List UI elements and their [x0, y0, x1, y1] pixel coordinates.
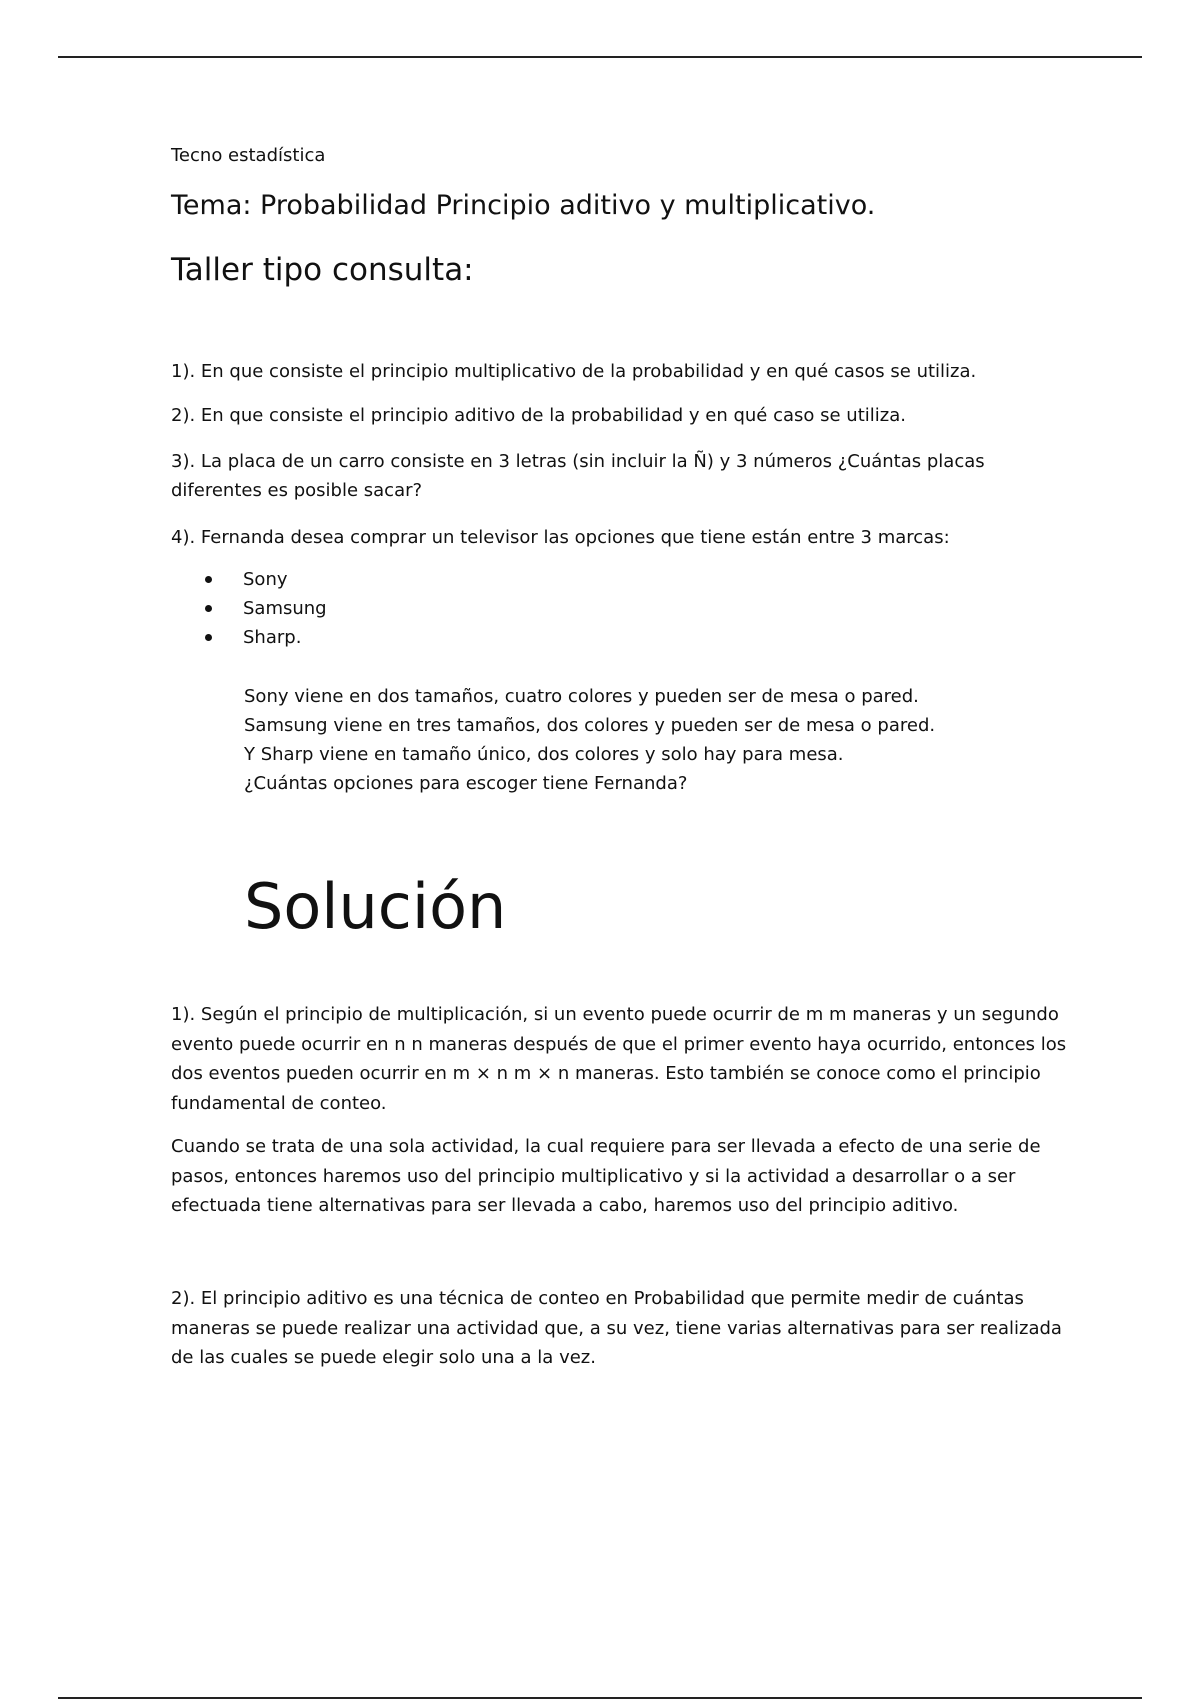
- answer-1-continued: Cuando se trata de una sola actividad, la cual requiere para ser llevada a efecto de una serie de pasos, entonces haremos uso del principio multiplicativo y si la actividad a desarrollar o a ser efectuada tiene alternativas para ser llevada a cabo, haremos uso del principio aditivo.: [171, 1136, 1041, 1216]
- list-item: [205, 565, 327, 594]
- answer-1: 1). Según el principio de multiplicación, si un evento puede ocurrir de m m maneras y un segundo evento puede ocurrir en n n maneras después de que el primer evento haya ocurrido, entonces los dos eventos pueden ocurrir en m × n m × n maneras. Esto también se conoce como el principio fundamental de conteo.: [171, 1004, 1067, 1114]
- list-item: [205, 594, 327, 623]
- question-2: 2). En que consiste el principio aditivo de la probabilidad y en qué caso se utiliza.: [171, 405, 906, 426]
- topic-heading: Tema: Probabilidad Principio aditivo y multiplicativo.: [171, 190, 876, 221]
- question-3: 3). La placa de un carro consiste en 3 letras (sin incluir la Ñ) y 3 números ¿Cuántas placas diferentes es posible sacar?: [171, 451, 985, 501]
- workshop-heading: Taller tipo consulta:: [171, 252, 474, 288]
- detail-line: ¿Cuántas opciones para escoger tiene Fernanda?: [244, 773, 688, 794]
- brand-list: [205, 565, 327, 652]
- list-item: [205, 623, 327, 652]
- bullet-icon: [205, 576, 212, 583]
- question-4: 4). Fernanda desea comprar un televisor las opciones que tiene están entre 3 marcas:: [171, 527, 950, 548]
- detail-line: Sony viene en dos tamaños, cuatro colores y pueden ser de mesa o pared.: [244, 686, 919, 707]
- detail-line: Samsung viene en tres tamaños, dos colores y pueden ser de mesa o pared.: [244, 715, 936, 736]
- course-name: Tecno estadística: [171, 145, 326, 166]
- answer-2: 2). El principio aditivo es una técnica de conteo en Probabilidad que permite medir de cuántas maneras se puede realizar una actividad que, a su vez, tiene varias alternativas para ser realizada de las cuales se puede elegir solo una a la vez.: [171, 1288, 1062, 1368]
- brand-details: [244, 682, 935, 798]
- brand-label: Samsung: [243, 598, 327, 619]
- solution-heading: Solución: [244, 870, 507, 943]
- header-rule: [58, 56, 1142, 58]
- detail-line: Y Sharp viene en tamaño único, dos colores y solo hay para mesa.: [244, 744, 844, 765]
- question-1: 1). En que consiste el principio multiplicativo de la probabilidad y en qué casos se utiliza.: [171, 361, 977, 382]
- brand-label: Sharp.: [243, 627, 302, 648]
- bullet-icon: [205, 634, 212, 641]
- bullet-icon: [205, 605, 212, 612]
- footer-rule: [58, 1697, 1142, 1699]
- brand-label: Sony: [243, 569, 288, 590]
